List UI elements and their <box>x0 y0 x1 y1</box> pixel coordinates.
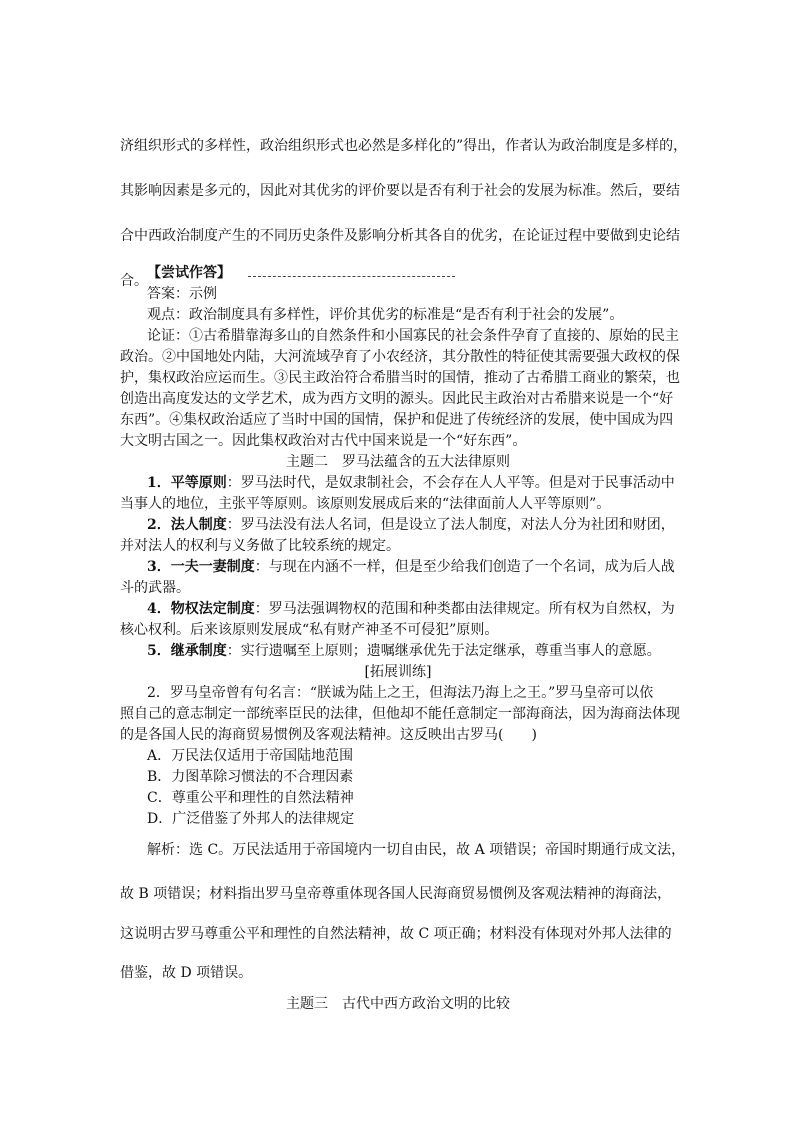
principle-item <box>147 516 675 534</box>
principle-item <box>147 474 675 492</box>
analysis-line: 解析：选 C。万民法适用于帝国境内一切自由民，故 A 项错误；帝国时期通行成文法， <box>147 842 686 858</box>
analysis-line: 故 B 项错误；材料指出罗马皇帝尊重体现各国人民海商贸易惯例及客观法精神的海商法， <box>120 886 672 902</box>
principle-text: 并对法人的权利与义务做了比较系统的规定。 <box>120 538 400 554</box>
principle-text: ：实行遗嘱至上原则；遗嘱继承优先于法定继承，尊重当事人的意愿。 <box>226 643 661 659</box>
principle-item <box>147 558 675 576</box>
principle-text: ：罗马法时代，是奴隶制社会，不会存在人人平等。但是对于民事活动中 <box>226 475 675 491</box>
principle-text: ：罗马法没有法人名词，但是设立了法人制度，对法人分为社团和财团， <box>226 517 675 533</box>
theme-two-title: 主题二 罗马法蕴含的五大法律原则 <box>286 454 510 470</box>
principle-text: 当事人的地位，主张平等原则。该原则发展成后来的“法律面前人人平等原则”。 <box>120 496 611 512</box>
training-heading: [拓展训练] <box>364 664 432 680</box>
question-line: 照自己的意志制定一部统率臣民的法律，但他却不能任意制定一部海商法，因为海商法体现 <box>120 706 680 722</box>
analysis-line: 这说明古罗马尊重公平和理性的自然法精神，故 C 项正确；材料没有体现对外邦人法律的 <box>120 926 672 942</box>
intro-line: 合中西政治制度产生的不同历史条件及影响分析其各自的优劣，在论证过程中要做到史论结 <box>120 228 680 244</box>
intro-line: 合。 <box>120 273 148 289</box>
question-line: 2．罗马皇帝曾有句名言：“朕诚为陆上之王，但海法乃海上之王。”罗马皇帝可以依 <box>147 685 654 701</box>
argument-line: 创造出高度发达的文学艺术，成为西方文明的源头。因此民主政治对古希腊来说是一个“好 <box>120 391 674 407</box>
principle-label: 3．一夫一妻制度 <box>147 559 255 575</box>
principle-label: 4．物权法定制度 <box>147 601 255 617</box>
theme-three-title: 主题三 古代中西方政治文明的比较 <box>286 996 510 1012</box>
principle-label: 5．继承制度 <box>147 643 227 659</box>
viewpoint-line: 观点：政治制度具有多样性，评价其优劣的标准是“是否有利于社会的发展”。 <box>147 307 624 323</box>
principle-item <box>147 600 675 618</box>
argument-line: 论证：①古希腊靠海多山的自然条件和小国寡民的社会条件孕育了直接的、原始的民主 <box>147 328 679 344</box>
argument-line: 政治。②中国地处内陆，大河流域孕育了小农经济，其分散性的特征使其需要强大政权的保 <box>120 349 680 365</box>
option-b: B．力图革除习惯法的不合理因素 <box>147 769 354 785</box>
principle-text: ：罗马法强调物权的范围和种类都由法律规定。所有权为自然权，为 <box>254 601 675 617</box>
principle-item <box>147 642 661 660</box>
principle-text: 斗的武器。 <box>120 580 190 596</box>
option-d: D．广泛借鉴了外邦人的法律规定 <box>147 811 355 827</box>
intro-line: 济组织形式的多样性，政治组织形式也必然是多样化的”得出，作者认为政治制度是多样的， <box>120 138 688 154</box>
principle-text: ：与现在内涵不一样，但是至少给我们创造了一个名词，成为后人战 <box>254 559 675 575</box>
intro-line: 其影响因素是多元的，因此对其优劣的评价要以是否有利于社会的发展为标准。然后，要结 <box>120 183 680 199</box>
argument-line: 护，集权政治应运而生。③民主政治符合希腊当时的国情，推动了古希腊工商业的繁荣，也 <box>120 370 680 386</box>
answer-label: 答案：示例 <box>147 286 217 302</box>
try-answer-heading: 【尝试作答】 <box>147 265 231 281</box>
principle-label: 2．法人制度 <box>147 517 227 533</box>
question-line: 的是各国人民的海商贸易惯例及客观法精神。这反映出古罗马( ) <box>120 727 537 743</box>
option-a: A．万民法仅适用于帝国陆地范围 <box>147 748 354 764</box>
argument-line: 东西”。④集权政治适应了当时中国的国情，保护和促进了传统经济的发展，使中国成为四 <box>120 412 674 428</box>
answer-blank-line <box>248 276 455 277</box>
argument-line: 大文明古国之一。因此集权政治对古代中国来说是一个“好东西”。 <box>120 433 527 449</box>
analysis-line: 借鉴，故 D 项错误。 <box>120 965 253 981</box>
option-c: C．尊重公平和理性的自然法精神 <box>147 790 354 806</box>
principle-text: 核心权利。后来该原则发展成“私有财产神圣不可侵犯”原则。 <box>120 622 499 638</box>
principle-label: 1．平等原则 <box>147 475 227 491</box>
